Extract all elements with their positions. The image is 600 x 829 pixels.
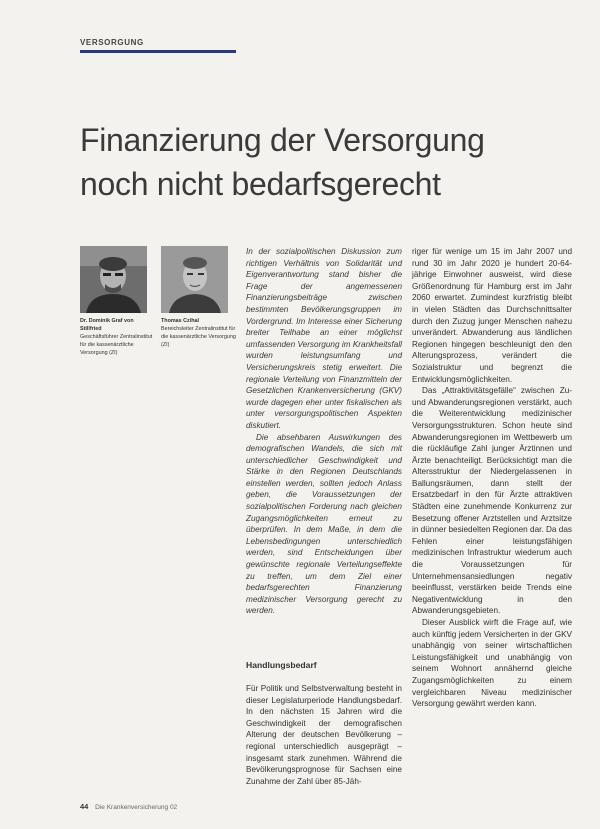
page-number: 44: [80, 802, 89, 811]
author-photo-1: [80, 246, 147, 313]
author-caption-1: [80, 317, 156, 357]
intro-text: [246, 246, 402, 617]
section-rule: [80, 50, 236, 53]
body-paragraph: riger für wenige um 15 im Jahr 2007 und rund 30 im Jahr 2020 je hundert 20-64-jährige Einwohner ausweist, wird diese Größenordnung für Hamburg erst im Jahr 2060 erwartet. Zumindest kurzfristig bleibt in vielen Städten das Durchschnittsalter durch den Zuzug junger Menschen nahezu unverändert. Abwanderung aus ländlichen Regionen hingegen beschleunigt den den Alterungsprozess, verändert die Sozialstruktur und begrenzt die Entwicklungsmöglichkeiten.: [412, 247, 572, 384]
body-paragraph: Für Politik und Selbstverwaltung besteht in dieser Legislaturperiode Handlungsbedarf. In den nächsten 15 Jahren wird die Geschwindigkeit der demografischen Alterung der deutschen Bevölkerung – regional unterschiedlich ausgeprägt – insgesamt stark zunehmen. Während die Bevölkerungsprognose für Sachsen eine Zunahme der Zahl über 85-Jäh-: [246, 684, 402, 786]
author-name: Thomas Czihal: [161, 318, 200, 324]
body-column-2: [246, 683, 402, 787]
subheading: Handlungsbedarf: [246, 660, 317, 670]
intro-paragraph: In der sozialpolitischen Diskussion zum richtigen Verhältnis von Solidarität und Eigenverantwortung stand bisher die Frage der angemessenen Finanzierungsbeiträge zwischen bestimmten Bevölkerungsgruppen im Vordergrund. Im Interesse einer Sicherung breiter Teilhabe an einer möglichst umfassenden Versorgung im Krankheitsfall wurden leistungsumfang und Versicherungskreis stetig erweitert. Die regionale Verteilung von Finanzmitteln der Gesetzlichen Krankenversicherung (GKV) wurde dagegen eher unter fiskalischen als unter versorgungspolitischen Aspekten diskutiert.: [246, 247, 402, 430]
article-title: Finanzierung der Versorgung noch nicht bedarfsgerecht: [80, 122, 485, 202]
body-column-3: [412, 246, 572, 710]
author-caption-2: [161, 317, 237, 349]
body-paragraph: Dieser Ausblick wirft die Frage auf, wie auch künftig jedem Versicherten in der GKV unabhängig von seiner wirtschaftlichen Leistungsfähigkeit und unabhängig von seinem Wohnort annähernd gleiche Zugangsmöglichkeiten zu einem vergleichbaren Niveau medizinischer Versorgung gewährt werden kann.: [412, 618, 572, 709]
author-name: Dr. Dominik Graf von Stillfried: [80, 318, 134, 332]
author-photo-2: [161, 246, 228, 313]
body-paragraph: Das „Attraktivitätsgefälle“ zwischen Zu- und Abwanderungsregionen verstärkt, auch die Weiterentwicklung medizinischer Versorgungsstrukturen. Schon heute sind Abwanderungsregionen im Wettbewerb um die rückläufige Zahl junger Ärztinnen und Ärzte benachteiligt. Berücksichtigt man die Altersstruktur der Niedergelassenen in Ballungsräumen, dann stellt der Ersatzbedarf in den für Ärzte attraktiven Städten eine zunehmende Konkurrenz zur Besetzung offener Arztstellen und Arztsitze in dünner besiedelten Regionen dar. Da das Fehlen einer leistungsfähigen medizinischen Infrastruktur wiederum auch die Voraussetzungen für Unternehmensansiedlungen negativ beeinflusst, verstärken beide Trends eine Negativentwicklung in den Abwanderungsgebieten.: [412, 386, 572, 616]
publication-name: Die Krankenversicherung 02: [95, 804, 178, 811]
section-label: VERSORGUNG: [80, 38, 144, 47]
intro-paragraph: Die absehbaren Auswirkungen des demografischen Wandels, die sich mit unterschiedlicher Geschwindigkeit und Stärke in den Regionen Deutschlands einstellen werden, sollten jedoch Anlass geben, die Voraussetzungen der sozialpolitischen Forderung nach gleichen Zugangsmöglichkeiten erneut zu überprüfen. In dem Maße, in dem die Lebensbedingungen unterschiedlich werden, sind Entscheidungen über gewünschte regionale Verteilungseffekte zu treffen, um dem Ziel einer bedarfsgerechten Finanzierung medizinischer Versorgung gerecht zu werden.: [246, 432, 402, 616]
author-role: Geschäftsführer Zentralinstitut für die kassenärztliche Versorgung (ZI): [80, 334, 153, 356]
page-footer: [80, 802, 177, 811]
author-role: Bereichsleiter Zentralinstitut für die kassenärztliche Versorgung (ZI): [161, 326, 236, 348]
